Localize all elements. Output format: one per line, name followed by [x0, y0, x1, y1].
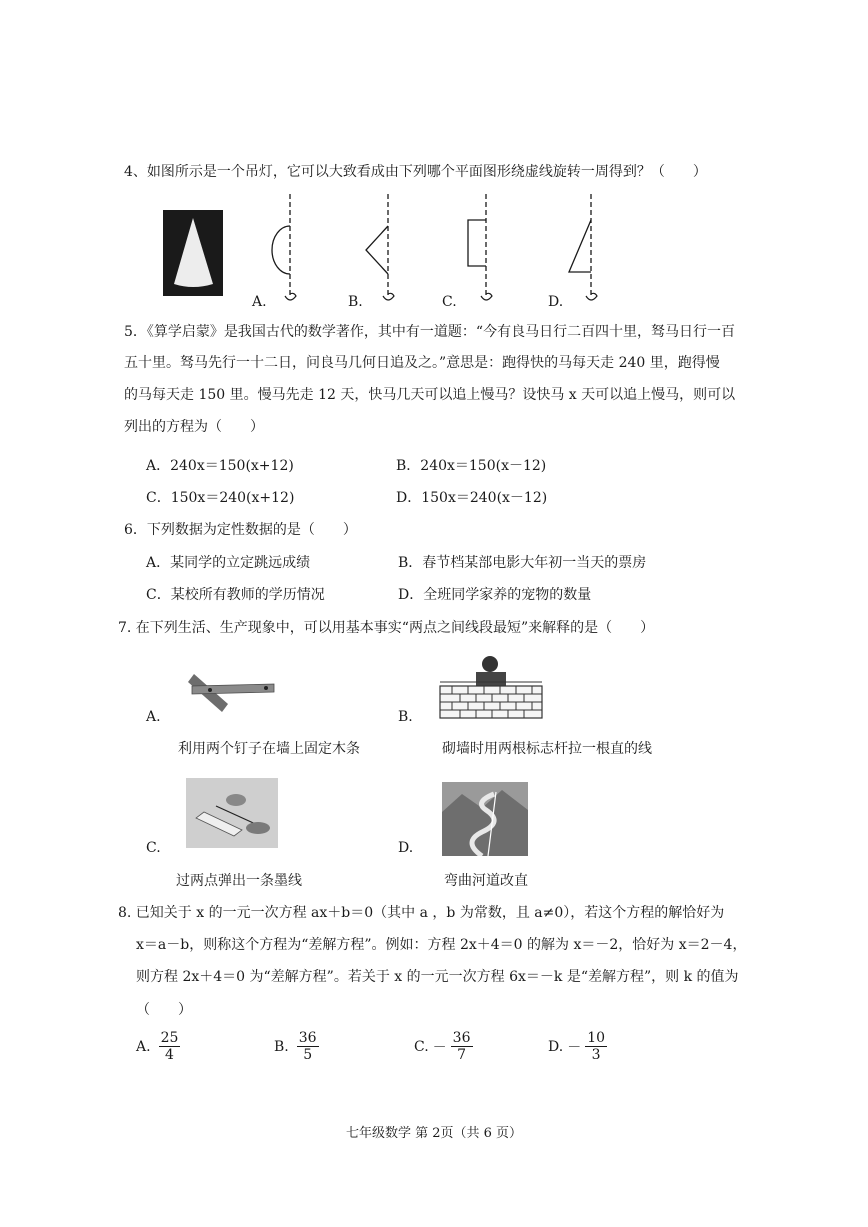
q6-option-a[interactable]: A．某同学的立定跳远成绩 [146, 555, 311, 571]
bricklayer-image [436, 652, 546, 720]
q8-option-c-label: C. [414, 1038, 429, 1055]
q4-stem: 4、如图所示是一个吊灯，它可以大致看成由下列哪个平面图形绕虚线旋转一周得到？（ ） [124, 164, 707, 180]
q7-option-a[interactable]: A. [146, 709, 161, 725]
q8-option-a-denominator: 4 [165, 1047, 174, 1063]
q6-option-c[interactable]: C．某校所有教师的学历情况 [146, 587, 325, 603]
q8-option-d-numerator: 10 [587, 1030, 606, 1046]
q8-option-d[interactable] [548, 1030, 607, 1063]
ink-line-image [186, 778, 278, 848]
q8-option-b[interactable] [274, 1030, 319, 1063]
q6-option-d[interactable]: D．全班同学家养的宠物的数量 [398, 587, 592, 603]
q5-option-d[interactable]: D．150x＝240(x－12) [396, 490, 548, 506]
q8-option-c-denominator: 7 [457, 1047, 467, 1063]
wood-strips-image [182, 664, 278, 714]
q7-caption-a: 利用两个钉子在墙上固定木条 [178, 741, 360, 757]
q7-option-b[interactable]: B. [398, 709, 413, 725]
q8-option-b-fraction [297, 1030, 319, 1063]
q5-option-a[interactable]: A．240x＝150(x+12) [146, 458, 294, 474]
q8-option-d-sign: － [567, 1039, 582, 1056]
q8-option-a-fraction [159, 1030, 181, 1063]
river-image [442, 782, 528, 856]
q5-line-2: 五十里。驽马先行一十二日，问良马几何日追及之。”意思是：跑得快的马每天走 240 里，跑得慢 [124, 355, 720, 371]
q4-figure-d [563, 192, 613, 312]
q8-option-c-sign: － [432, 1039, 447, 1056]
q8-option-c-numerator: 36 [452, 1030, 471, 1046]
q4-option-d[interactable]: D. [548, 294, 564, 310]
q5-line-4: 列出的方程为（ ） [124, 419, 264, 435]
q6-option-b[interactable]: B．春节档某部电影大年初一当天的票房 [398, 555, 647, 571]
q8-line-2: x＝a－b，则称这个方程为“差解方程”。例如：方程 2x＋4＝0 的解为 x＝－2，恰好为 x＝2－4， [136, 937, 747, 953]
q8-option-b-denominator: 5 [303, 1047, 313, 1063]
q8-line-4: （ ） [136, 1002, 192, 1018]
q5-option-c[interactable]: C．150x＝240(x+12) [146, 490, 295, 506]
q4-figure-b [356, 192, 406, 312]
q8-line-1: 8. 已知关于 x 的一元一次方程 ax＋b＝0（其中 a ，b 为常数，且 a≠0），若这个方程的解恰好为 [118, 905, 725, 921]
q7-option-d[interactable]: D. [398, 840, 414, 856]
q8-option-d-fraction [585, 1030, 607, 1063]
q5-option-b[interactable]: B．240x＝150(x－12) [396, 458, 547, 474]
q7-caption-d: 弯曲河道改直 [444, 873, 528, 889]
q6-stem: 6．下列数据为定性数据的是（ ） [124, 522, 357, 538]
q8-option-d-label: D. [548, 1038, 564, 1055]
q5-line-3: 的马每天走 150 里。慢马先走 12 天，快马几天可以追上慢马？设快马 x 天可以追上慢马，则可以 [124, 387, 736, 403]
q7-caption-b: 砌墙时用两根标志杆拉一根直的线 [442, 741, 652, 757]
q8-option-b-numerator: 36 [298, 1030, 317, 1046]
q7-stem: 7. 在下列生活、生产现象中，可以用基本事实“两点之间线段最短”来解释的是（ ） [118, 620, 655, 636]
q8-option-a[interactable] [136, 1030, 180, 1063]
q8-option-c[interactable] [414, 1030, 473, 1063]
q4-figure-a [266, 192, 306, 312]
q8-option-d-denominator: 3 [591, 1047, 601, 1063]
q5-line-1: 5．《算学启蒙》是我国古代的数学著作，其中有一道题：“今有良马日行二百四十里，驽马日行一百 [124, 324, 736, 340]
chandelier-photo [163, 210, 223, 296]
q8-option-c-fraction [451, 1030, 473, 1063]
page-footer: 七年级数学 第 2页（共 6 页） [345, 1126, 523, 1141]
q4-option-c[interactable]: C. [442, 294, 457, 310]
q4-option-b[interactable]: B. [348, 294, 363, 310]
q7-option-c[interactable]: C. [146, 840, 161, 856]
q4-figure-c [460, 192, 510, 312]
q8-option-a-label: A. [136, 1038, 151, 1055]
q4-option-a[interactable]: A. [252, 294, 267, 310]
q7-caption-c: 过两点弹出一条墨线 [176, 873, 302, 889]
q8-line-3: 则方程 2x＋4＝0 为“差解方程”。若关于 x 的一元一次方程 6x＝－k 是“差解方程”，则 k 的值为 [136, 969, 739, 985]
q8-option-a-numerator: 25 [160, 1030, 179, 1046]
q8-option-b-label: B. [274, 1038, 289, 1055]
